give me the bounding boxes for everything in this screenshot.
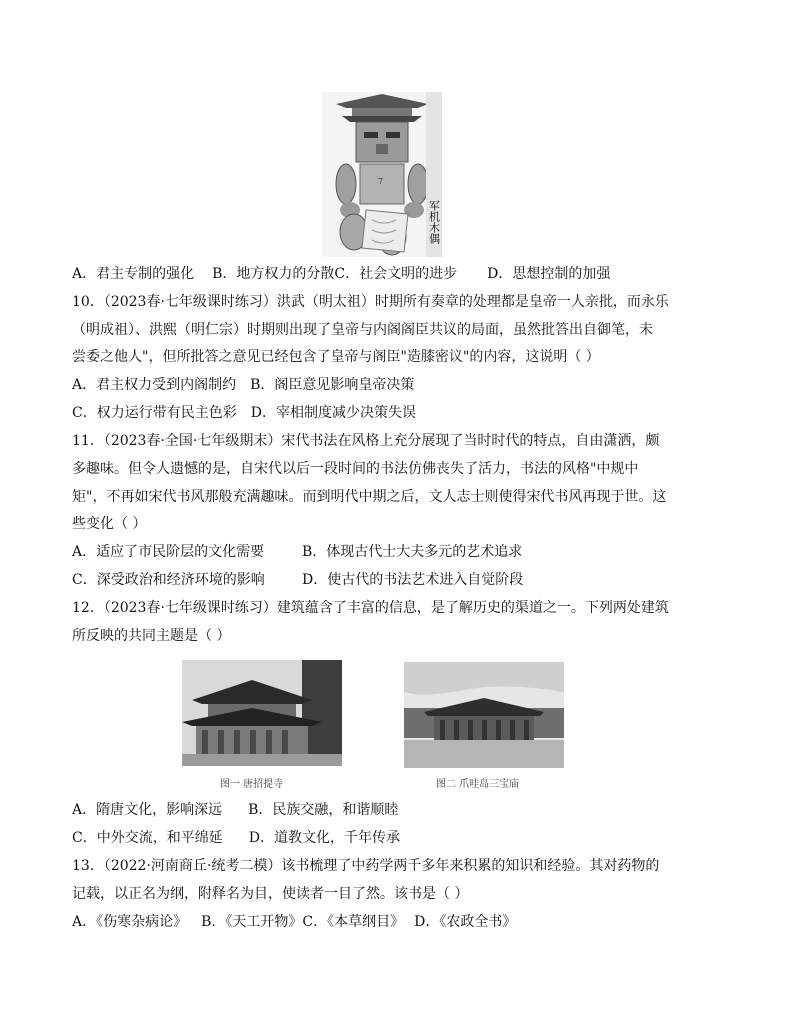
q10-text-line-2: （明成祖）、洪熙（明仁宗）时期则出现了皇帝与内阁阁臣共议的局面，虽然批答出自御笔，未 <box>72 322 653 338</box>
q11-option-b[interactable]: B．体现古代士大夫多元的艺术追求 <box>302 544 523 560</box>
q9-option-b[interactable]: B．地方权力的分散 <box>212 266 335 282</box>
q11-options-row-2 <box>72 570 523 590</box>
q10-option-c[interactable]: C．权力运行带有民主色彩 <box>72 405 237 421</box>
q10-options-row-2 <box>72 403 416 423</box>
q10-text-line-3: 尝委之他人"，但所批答之意见已经包含了皇帝与阁臣"造膝密议"的内容，这说明（ ） <box>72 349 600 365</box>
q12-options-row-2 <box>72 828 400 848</box>
q9-options <box>72 264 610 284</box>
q12-option-d[interactable]: D．道教文化，千年传承 <box>248 830 400 846</box>
q12-text-line-2: 所反映的共同主题是（ ） <box>72 628 231 644</box>
q11-text-line-2: 多趣味。但令人遗憾的是，自宋代以后一段时间的书法仿佛丧失了活力，书法的风格"中规中 <box>72 461 639 477</box>
q13-option-c[interactable]: C．《本草纲目》 <box>302 914 405 930</box>
q12-option-b[interactable]: B．民族交融，和谐顺睦 <box>248 802 399 818</box>
q11-text-line-4: 些变化（ ） <box>72 516 147 532</box>
q13-options <box>72 912 516 932</box>
q11-option-d[interactable]: D．使古代的书法艺术进入自觉阶段 <box>302 572 524 588</box>
q13-option-b[interactable]: B．《天工开物》 <box>201 914 303 930</box>
q9-option-c[interactable]: C．社会文明的进步 <box>334 266 458 282</box>
q12-option-c[interactable]: C．中外交流，和平绵延 <box>72 830 223 846</box>
temple-photo-2 <box>404 662 564 768</box>
q13-option-a[interactable]: A．《伤寒杂病论》 <box>72 914 188 930</box>
q10-option-d[interactable]: D．宰相制度减少决策失误 <box>250 405 416 421</box>
q9-option-a[interactable]: A．君主专制的强化 <box>72 266 195 282</box>
q11-option-a[interactable]: A．适应了市民阶层的文化需要 <box>72 544 265 560</box>
q13-option-d[interactable]: D．《农政全书》 <box>414 914 517 930</box>
puppet-figure-image <box>322 92 442 257</box>
svg-text:7: 7 <box>378 177 384 186</box>
q11-text-line-3: 矩"，不再如宋代书风那般充满趣味。而到明代中期之后，文人志士则使得宋代书风再现于世。这 <box>72 489 667 505</box>
q10-text-line-1: 10．（2023春·七年级课时练习）洪武（明太祖）时期所有奏章的处理都是皇帝一人亲批，而永乐 <box>72 294 669 310</box>
q11-option-c[interactable]: C．深受政治和经济环境的影响 <box>72 572 265 588</box>
photo-2-caption: 图二 爪哇岛三宝庙 <box>436 779 520 790</box>
figure-label: 军机木偶 <box>427 200 441 244</box>
q13-text-line-2: 记载，以正名为纲，附释名为目，使读者一目了然。该书是（ ） <box>72 886 469 902</box>
q12-text-line-1: 12．（2023春·七年级课时练习）建筑蕴含了丰富的信息，是了解历史的渠道之一。下列两处建筑 <box>72 600 669 616</box>
q10-options-row-1 <box>72 375 414 395</box>
temple-photo-1 <box>182 660 342 766</box>
q12-option-a[interactable]: A．隋唐文化，影响深远 <box>72 802 223 818</box>
q13-text-line-1: 13．（2022·河南商丘·统考二模）该书梳理了中药学两千多年来积累的知识和经验。其对药物的 <box>72 858 660 874</box>
q11-options-row-1 <box>72 542 522 562</box>
photo-1-caption: 图一 唐招提寺 <box>220 779 284 790</box>
q12-options-row-1 <box>72 800 398 820</box>
q10-option-b[interactable]: B．阁臣意见影响皇帝决策 <box>250 377 415 393</box>
q11-text-line-1: 11．（2023春·全国·七年级期末）宋代书法在风格上充分展现了当时时代的特点，自由潇洒，颇 <box>72 433 660 449</box>
q10-option-a[interactable]: A．君主权力受到内阁制约 <box>72 377 237 393</box>
q9-option-d[interactable]: D．思想控制的加强 <box>487 266 611 282</box>
